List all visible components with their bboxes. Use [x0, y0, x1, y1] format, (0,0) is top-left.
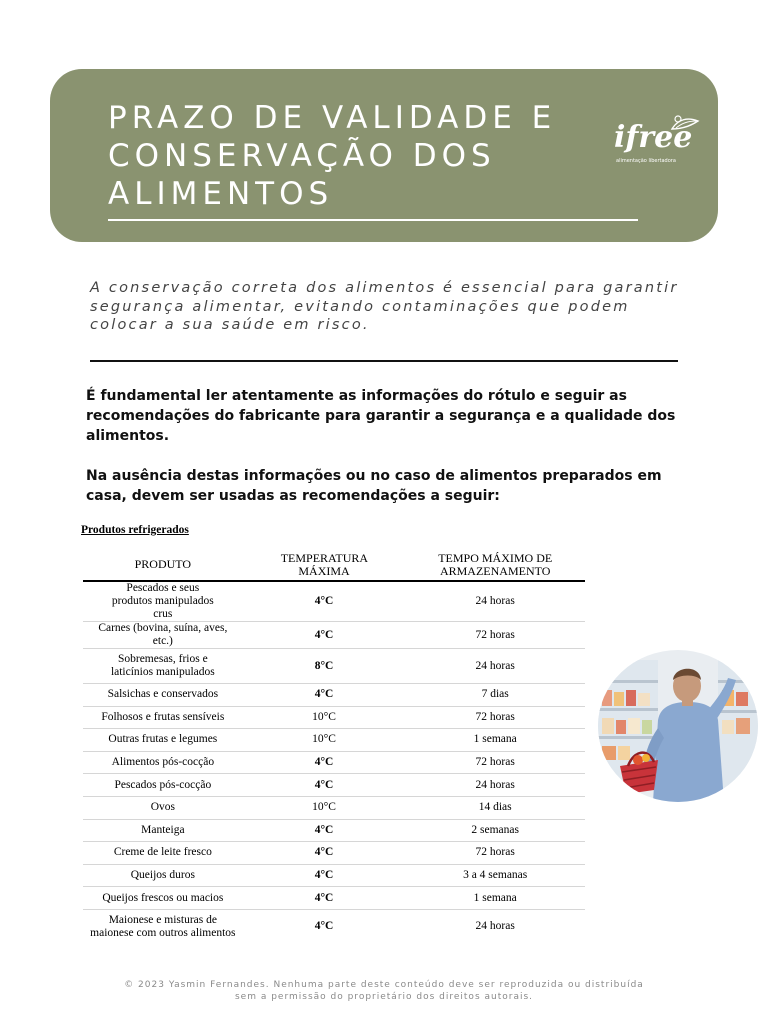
table-header-row — [83, 547, 585, 581]
header-tempo: TEMPO MÁXIMO DE ARMAZENAMENTO — [405, 547, 585, 581]
cell-tempo: 72 horas — [405, 842, 585, 865]
cell-temperatura: 10°C — [243, 706, 406, 729]
cell-tempo: 14 dias — [405, 796, 585, 819]
cell-produto: Queijos frescos ou macios — [83, 887, 243, 910]
cell-temperatura: 10°C — [243, 729, 406, 752]
refrigerated-products-table — [83, 547, 585, 944]
cell-temperatura: 4°C — [243, 864, 406, 887]
table-row — [83, 819, 585, 842]
cell-temperatura: 4°C — [314, 920, 334, 933]
title-line-3: ALIMENTOS — [108, 176, 334, 212]
cell-produto: Salsichas e conservados — [83, 684, 243, 707]
table-title: Produtos refrigerados — [81, 524, 189, 536]
cell-temperatura: 8°C — [243, 649, 406, 684]
cell-tempo: 24 horas — [475, 920, 515, 933]
table-row — [83, 706, 585, 729]
table-row — [83, 649, 585, 684]
cell-produto: Maionese e misturas de maionese com outros alimentos — [90, 913, 236, 939]
cell-produto: Manteiga — [83, 819, 243, 842]
cell-produto: Queijos duros — [83, 864, 243, 887]
table-row — [83, 729, 585, 752]
cell-tempo: 3 a 4 semanas — [405, 864, 585, 887]
cell-produto: Outras frutas e legumes — [83, 729, 243, 752]
cell-tempo: 7 dias — [405, 684, 585, 707]
footer-line-1: © 2023 Yasmin Fernandes. Nenhuma parte deste conteúdo deve ser reproduzida ou distribuída — [124, 980, 644, 990]
header-produto: PRODUTO — [83, 547, 243, 581]
section-divider — [90, 360, 678, 362]
cell-produto: Pescados e seus produtos manipulados crus — [83, 581, 243, 622]
cell-produto: Sobremesas, frios e laticínios manipulados — [83, 649, 243, 684]
table-row — [83, 684, 585, 707]
cell-tempo: 1 semana — [405, 729, 585, 752]
table-row — [83, 751, 585, 774]
cell-tempo: 24 horas — [405, 774, 585, 797]
title-line-2: CONSERVAÇÃO DOS — [108, 138, 496, 174]
paragraph-recommendations: Na ausência destas informações ou no caso de alimentos preparados em casa, devem ser usadas as recomendações a seguir: — [86, 468, 662, 504]
table-row — [83, 796, 585, 819]
table-row — [83, 622, 585, 649]
cell-tempo: 72 horas — [405, 751, 585, 774]
page-title — [108, 99, 556, 213]
logo-wordmark: ifree — [614, 120, 693, 155]
cell-temperatura: 4°C — [243, 622, 406, 649]
cell-temperatura: 4°C — [243, 751, 406, 774]
cell-temperatura: 10°C — [243, 796, 406, 819]
cell-produto: Ovos — [83, 796, 243, 819]
title-line-1: PRAZO DE VALIDADE E — [108, 100, 557, 136]
table-row — [83, 581, 585, 622]
cell-tempo: 24 horas — [405, 581, 585, 622]
cell-tempo: 72 horas — [405, 706, 585, 729]
cell-tempo: 1 semana — [405, 887, 585, 910]
cell-temperatura: 4°C — [243, 887, 406, 910]
table-row — [83, 909, 585, 944]
table-row — [83, 864, 585, 887]
cell-temperatura: 4°C — [243, 684, 406, 707]
cell-produto: Pescados pós-cocção — [83, 774, 243, 797]
ifree-logo — [610, 113, 700, 169]
cell-produto: Creme de leite fresco — [83, 842, 243, 865]
cell-produto: Alimentos pós-cocção — [83, 751, 243, 774]
header-temperatura: TEMPERATURA MÁXIMA — [243, 547, 406, 581]
intro-text: A conservação correta dos alimentos é essencial para garantir segurança alimentar, evitando contaminações que podem colocar a sua saúde em risco. — [90, 280, 679, 333]
logo-tagline: alimentação libertadora — [616, 158, 676, 164]
header-banner — [50, 69, 718, 242]
copyright-footer — [100, 980, 668, 1003]
shopper-illustration — [598, 650, 758, 802]
table-row — [83, 842, 585, 865]
cell-tempo: 24 horas — [405, 649, 585, 684]
cell-tempo: 72 horas — [405, 622, 585, 649]
table-row — [83, 774, 585, 797]
cell-produto: Carnes (bovina, suína, aves, etc.) — [83, 622, 243, 649]
cell-temperatura: 4°C — [243, 581, 406, 622]
cell-produto: Folhosos e frutas sensíveis — [83, 706, 243, 729]
cell-temperatura: 4°C — [243, 774, 406, 797]
cell-temperatura: 4°C — [243, 842, 406, 865]
supermarket-shopper-photo — [598, 650, 758, 802]
title-underline — [108, 219, 638, 221]
paragraph-label-info: É fundamental ler atentamente as informações do rótulo e seguir as recomendações do fabricante para garantir a segurança e a qualidade dos alimentos. — [86, 388, 676, 444]
footer-line-2: sem a permissão do proprietário dos direitos autorais. — [234, 991, 534, 1002]
table-row — [83, 887, 585, 910]
cell-tempo: 2 semanas — [405, 819, 585, 842]
cell-temperatura: 4°C — [243, 819, 406, 842]
